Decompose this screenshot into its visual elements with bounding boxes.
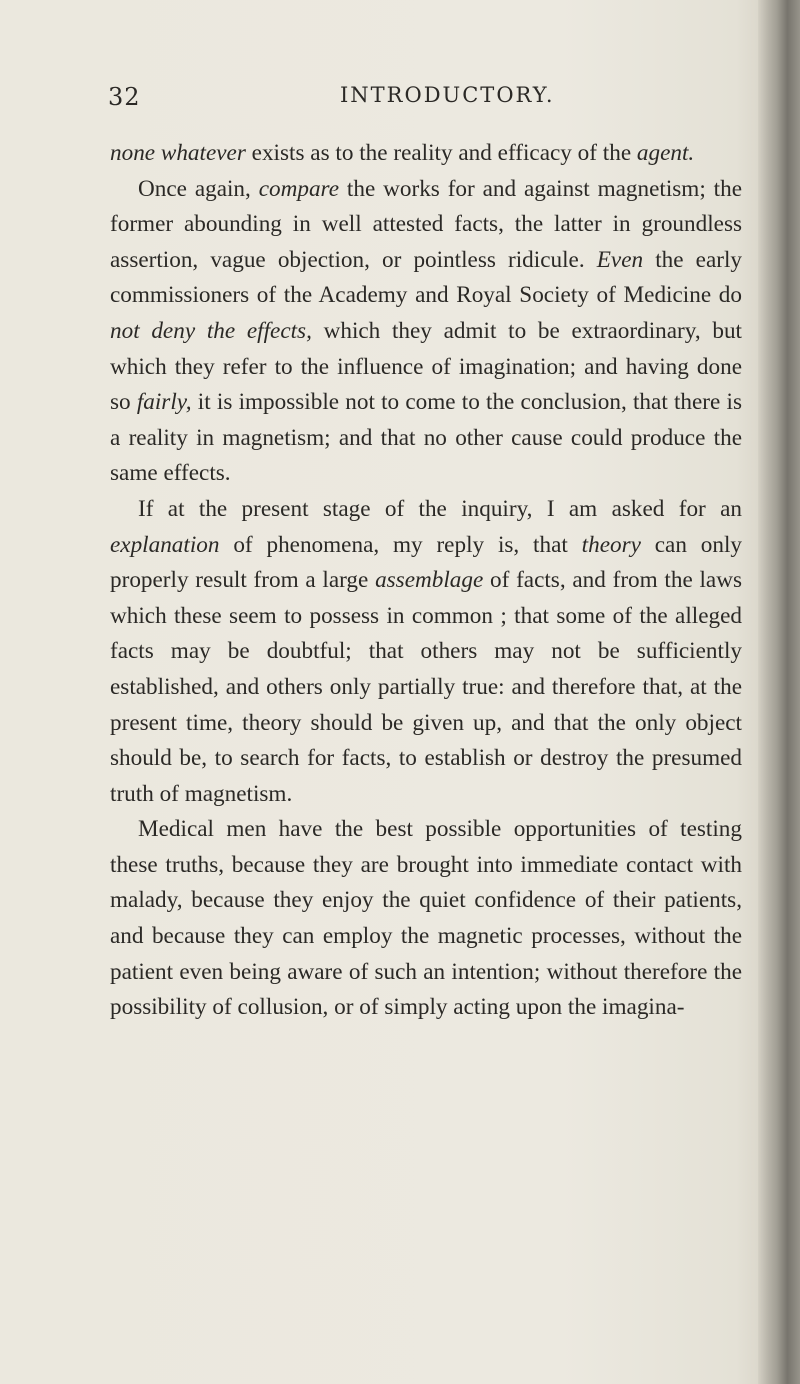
text-segment: Medical men have the best possible opportunities of testing these truths, because they are brought into immediate contact with malady, because they enjoy the quiet confidence of their patients, and because they can employ the magnetic processes, without the patient even being aware of such an intention; without therefore the possibility of collusion, or of simply acting upon the imagina-	[110, 816, 742, 1021]
text-segment: none whatever	[110, 140, 246, 166]
paragraph	[110, 172, 742, 492]
text-segment: If at the present stage of the inquiry, I am asked for an	[138, 495, 742, 522]
text-segment: assemblage	[375, 567, 484, 594]
text-segment: Once again,	[138, 175, 259, 202]
page-header	[108, 83, 738, 123]
paragraph	[110, 136, 742, 172]
paragraph	[110, 812, 742, 1026]
text-segment: theory	[581, 531, 641, 558]
text-segment: explanation	[110, 531, 220, 558]
text-segment: compare	[258, 175, 340, 202]
body-text	[110, 136, 742, 1026]
book-spine-shadow	[758, 0, 800, 1384]
text-segment: of phenomena, my reply is, that	[219, 531, 582, 558]
text-segment: it is impossible not to come to the conclusion, that there is a reality in magnetism; and that no other cause could produce the same effects.	[110, 389, 742, 487]
text-segment: agent.	[636, 140, 695, 166]
text-segment: Even	[596, 246, 644, 273]
text-segment: the works for and against magnetism; the former abounding in well attested facts, the latter in groundless assertion, vague objection, or pointless ridicule.	[110, 175, 742, 273]
page-number: 32	[108, 83, 141, 111]
text-segment: which they admit to be extraordinary, but which they refer to the influence of imagination; and having done so	[110, 317, 742, 416]
text-segment: exists as to the reality and efficacy of the	[245, 140, 637, 166]
paragraph	[110, 492, 742, 812]
text-segment: not deny the effects,	[110, 317, 312, 344]
text-segment: the early commissioners of the Academy and Royal Society of Medicine do	[110, 246, 742, 309]
text-segment: fairly,	[136, 389, 192, 416]
text-segment: of facts, and from the laws which these seem to possess in common ; that some of the alleged facts may be doubtful; that others may not be sufficiently established, and others only partially true: and therefore that, at the present time, theory should be given up, and that the only object should be, to search for facts, to establish or destroy the presumed truth of magnetism.	[110, 567, 742, 807]
running-head: INTRODUCTORY.	[340, 83, 555, 107]
text-segment: can only properly result from a large	[110, 531, 742, 594]
